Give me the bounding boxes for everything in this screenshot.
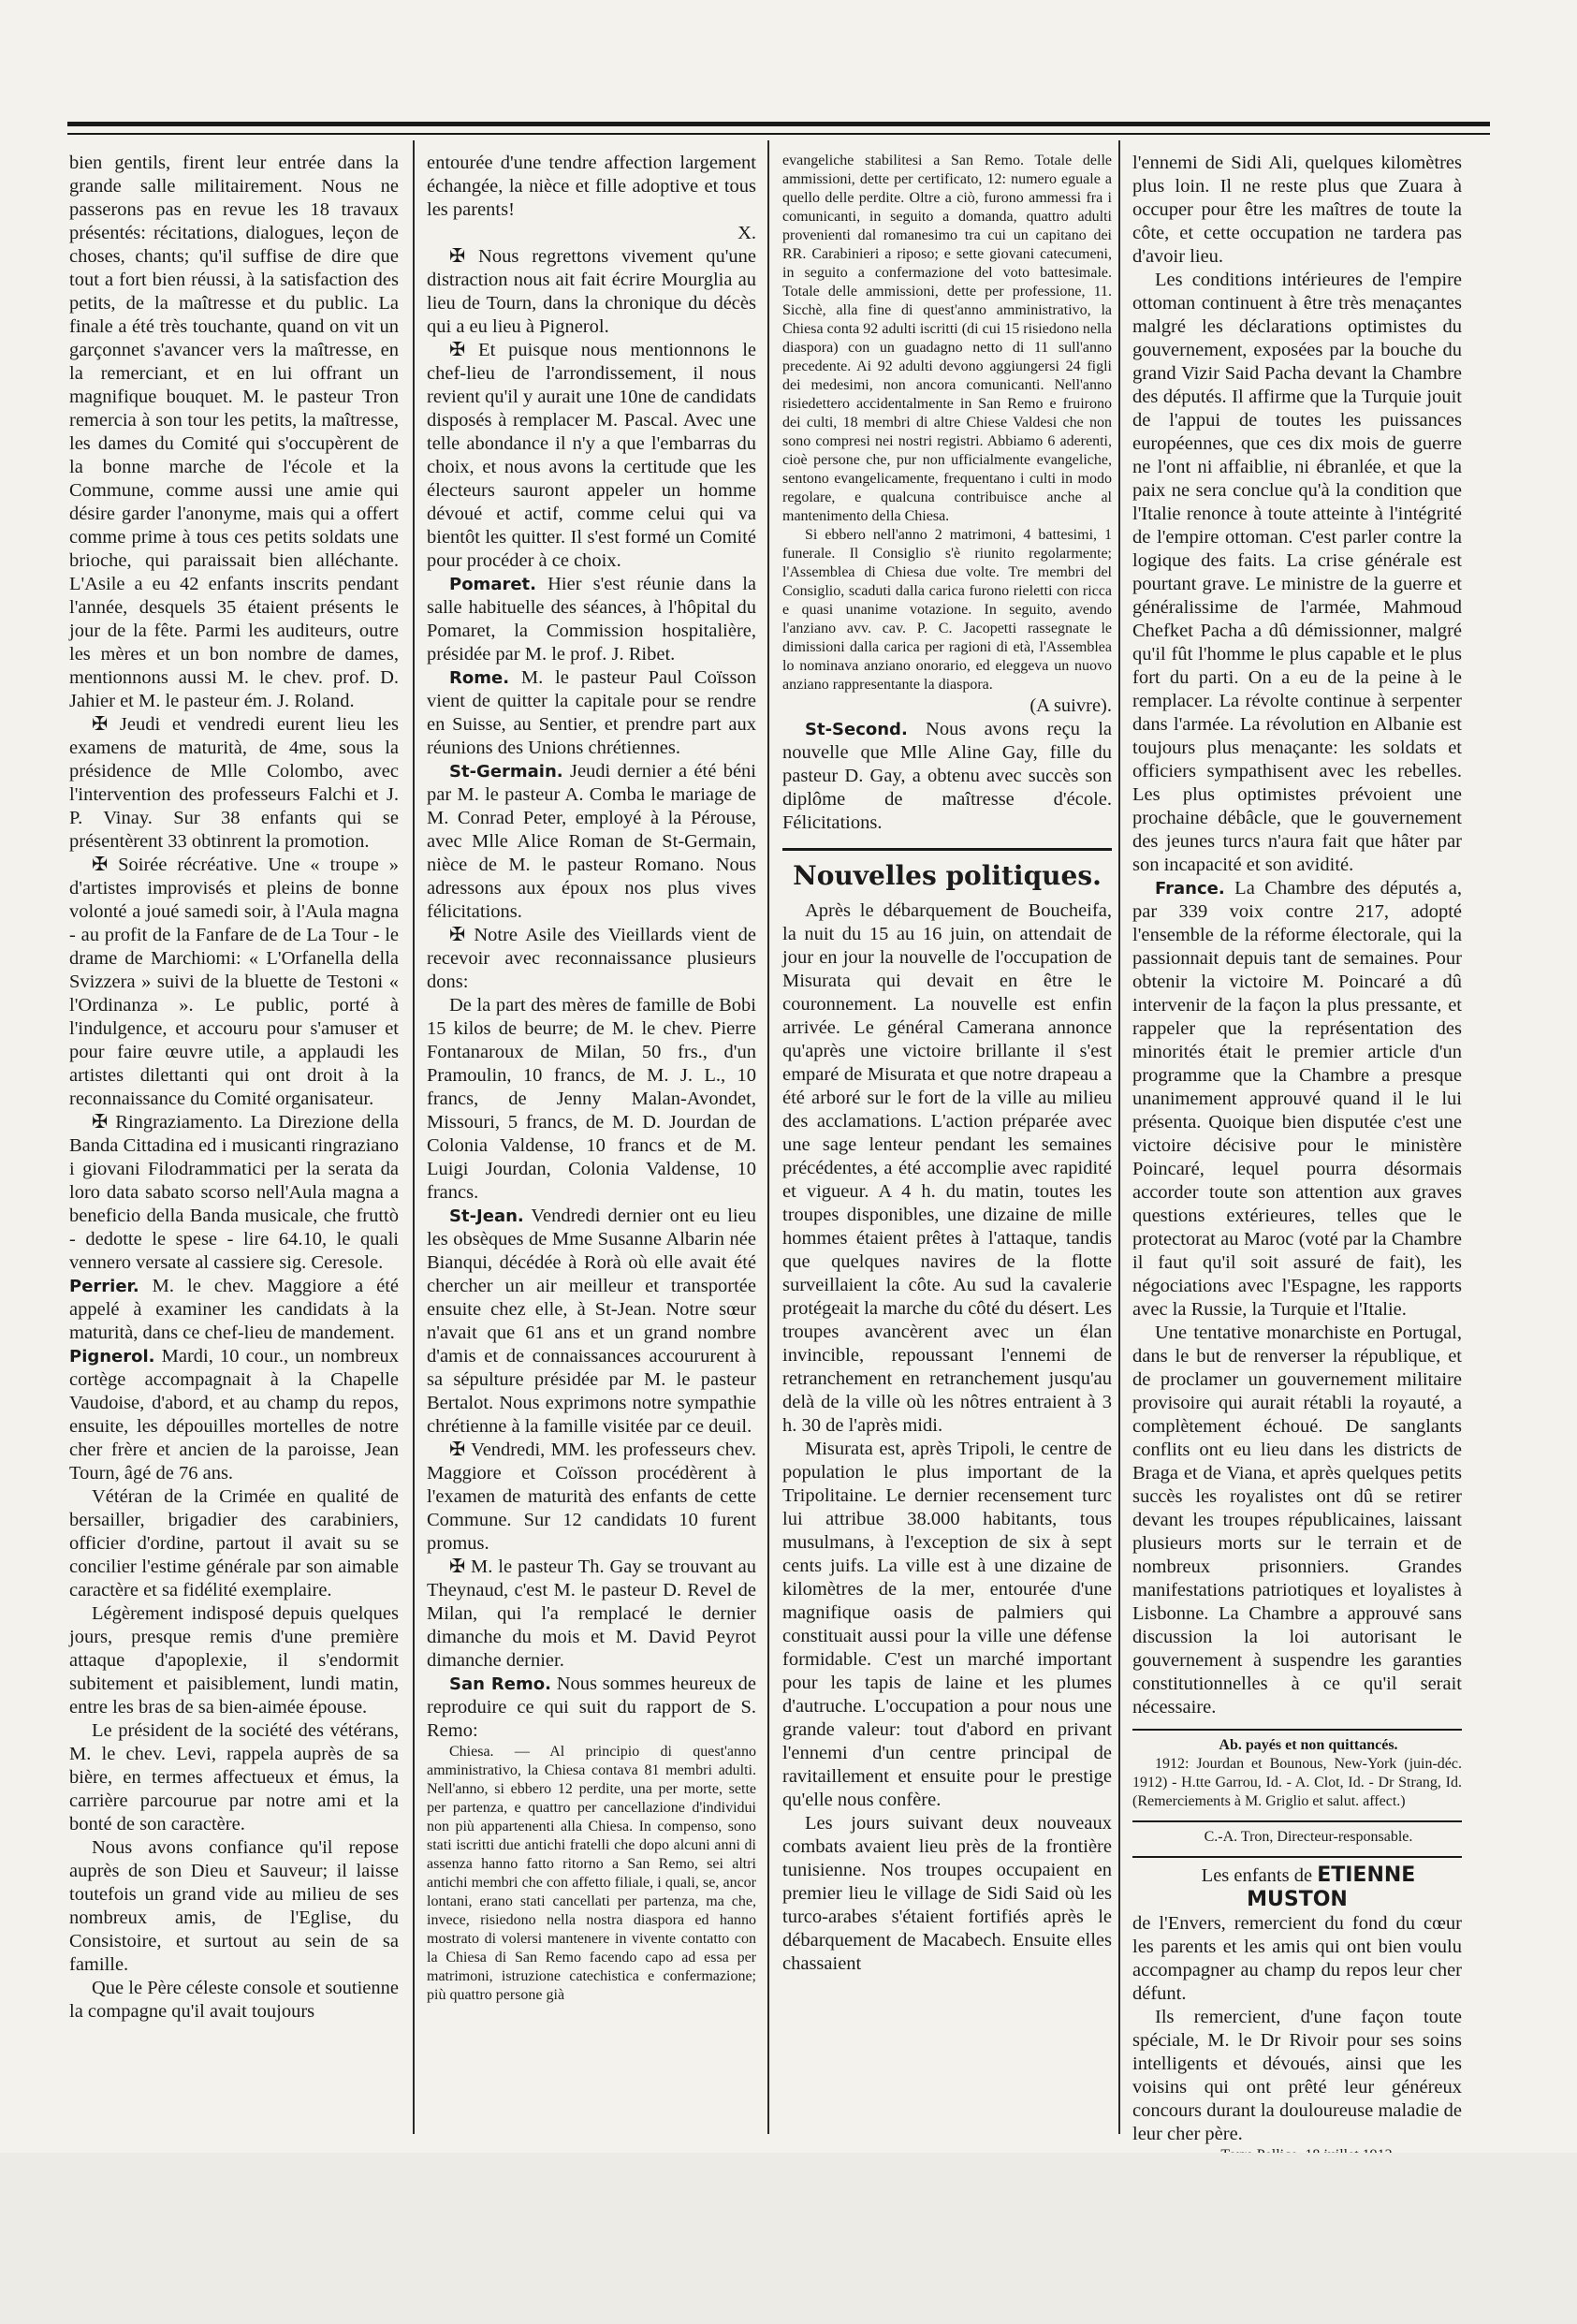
paragraph <box>427 573 756 666</box>
place-heading: Rome. <box>449 668 510 688</box>
paragraph-text: M. le pasteur Paul Coïsson vient de quitter la capitale pour se rendre en Suisse, au Sentier, et prendre part aux réunions des Unions chrétiennes. <box>427 667 756 758</box>
paragraph: ✠ Vendredi, MM. les professeurs chev. Maggiore et Coïsson procédèrent à l'examen de maturità des enfants de cette Commune. Sur 12 candidats 10 furent promus. <box>427 1440 756 1554</box>
paragraph <box>69 1345 399 1485</box>
quoted-report: Chiesa. — Al principio di quest'anno amministrativo, la Chiesa contava 81 membri adulti. Nell'anno, si ebbero 12 perdite, una per morte, sette per partenza, e quattro per cancellazione d'individui non più appartenenti alla Chiesa. In compenso, sono stati iscritti due antichi fratelli che dopo alcuni anni di assenza hanno fatto ritorno a San Remo, sei altri antichi membri che con affetto filiale, i quali, se, ancor lontani, erano stati cancellati per partenza, ma che, invece, risiedono nella nostra diaspora ed hanno mostrato di volersi mantenere in vivente contatto con la Chiesa di San Remo facendo capo ad essa per matrimoni, istruzione catechistica e confermazione; più quattro persone già <box>427 1744 756 2003</box>
paragraph: ✠ Nous regrettons vivement qu'une distraction nous ait fait écrire Mourglia au lieu de Tourn, dans la chronique du décès qui a eu lieu à Pignerol. <box>427 246 756 337</box>
place-heading: Pomaret. <box>449 575 536 594</box>
paragraph-text: Vendredi dernier ont eu lieu les obsèques de Mme Susanne Albarin née Bianqui, décédée à Rorà où elle avait été chercher un air meilleur et transportée ensuite chez elle, à St-Jean. Notre sœur n'avait que 61 ans et un grand nombre d'amis et de connaissances accoururent à sa sépulture présidée par M. le pasteur Bertalot. Nous exprimons notre sympathie chrétienne à la famille visitée par ce deuil. <box>427 1206 756 1437</box>
quoted-report: evangeliche stabilitesi a San Remo. Totale delle ammissioni, dette per certificato, 12: numero eguale a quello delle perdite. Oltre a ciò, furono ammessi fra i comunicanti, in seguito a domanda, quattro adulti provenienti dal romanesimo tra cui un capitano dei RR. Carabinieri a riposo; e sette giovani catecumeni, in seguito a confermazione del voto battesimale. Totale delle ammissioni, dette per professione, 11. Sicchè, alla fine di quest'anno amministrativo, la Chiesa conta 92 adulti iscritti (di cui 15 risiedono nella diaspora) con un guadagno netto di 11 sull'anno precedente. Ai 92 adulti devono aggiungersi 24 figli dei medesimi, non ancora comunicanti. Nell'anno risiedettero accidentalmente in San Remo e fruirono dei culti, 18 membri di altre Chiese Valdesi che non sono compresi nei nostri registri. Abbiamo 6 aderenti, cioè persone che, pur non ufficialmente evangeliche, sentono evangelicamente, frequentano i culti in modo regolare, e qualcuna contribuisce anche al mantenimento della Chiesa. <box>782 153 1112 524</box>
place-heading: St-Jean. <box>449 1206 524 1226</box>
paragraph: De la part des mères de famille de Bobi 15 kilos de beurre; de M. le chev. Pierre Fontanaroux de Milan, 50 frs., d'un Pramoulin, 10 francs, de M. J. L., 10 francs, de Jenny Malan-Avondet, Missouri, 5 francs, de M. D. Jourdan de Colonia Valdense, 10 francs et de M. Luigi Jourdan, Colonia Valdense, 10 francs. <box>427 995 756 1203</box>
notice-paragraph: de l'Envers, remercient du fond du cœur les parents et les amis qui ont bien voulu accompagner au champ du repos leur cher défunt. <box>1132 1913 1462 2004</box>
separator <box>1132 1856 1462 1858</box>
paragraph: Après le débarquement de Boucheifa, la nuit du 15 au 16 juin, on attendait de jour en jour la nouvelle de l'occupation de Misurata qui devait en être le couronnement. La nouvelle est enfin arrivée. Le général Camerana annonce qu'après une victoire brillante il s'est emparé de Misurata et que notre drapeau a été arboré sur le fort de la ville au milieu des acclamations. L'action préparée avec une sage lenteur pendant les semaines précédentes, a été accomplie avec rapidité et vigueur. A 4 h. du matin, toutes les troupes disponibles, une dizaine de mille hommes étaient prêtes à l'attaque, tandis que quelques navires de la flotte surveillaient la côte. Au sud la cavalerie protégeait la marche du côté du désert. Les troupes avancèrent avec un élan invincible, repoussant l'ennemi de retranchement en retranchement jusqu'au delà de la ville où les nôtres entraient à 3 h. 30 de l'après midi. <box>782 900 1112 1436</box>
paragraph: Les conditions intérieures de l'empire ottoman continuent à être très menaçantes malgré les déclarations optimistes du gouvernement, exposées par la bouche du grand Vizir Said Pacha devant la Chambre des députés. Il affirme que la Turquie jouit de l'appui de toutes les puissances européennes, que ces dix mois de guerre ne l'ont ni affaiblie, ni ébranlée, et que la paix ne sera conclue qu'à la condition que l'Italie renonce à toute atteinte à l'intégrité de l'empire ottoman. C'est parler contre la logique des faits. La crise générale est pourtant grave. Le ministre de la guerre et généralissime de l'armée, Mahmoud Chefket Pacha a dû démissionner, malgré qu'il fût l'homme le plus capable et le plus fort du parti. On a eu de la peine à le remplacer. La révolte continue à serpenter dans l'armée. La révolution en Albanie est toujours plus menaçante: les soldats et officiers sympathisent avec les rebelles. Les plus optimistes prévoient une prochaine débâcle, que le gouvernement des jeunes turcs n'aura fait que hâter par son incapacité et son avidité. <box>1132 270 1462 875</box>
top-rule <box>67 122 1490 135</box>
paragraph-text: Mardi, 10 cour., un nombreux cortège accompagnait à la Chapelle Vaudoise, d'abord, et au champ du repos, ensuite, les dépouilles mortelles de notre cher frère et ancien de la paroisse, Jean Tourn, âgé de 76 ans. <box>69 1346 399 1484</box>
notice-heading <box>1132 1864 1462 1912</box>
paragraph: bien gentils, firent leur entrée dans la grande salle militairement. Nous ne passerons pas en revue les 18 travaux présentés: récitations, dialogues, leçon de choses, chants; qu'il suffise de dire que tout a fort bien réussi, à la satisfaction des petits, de la maîtresse et du public. La finale a été très touchante, quand on vit un garçonnet s'avancer vers la maîtresse, en la remerciant, et en lui offrant un magnifique bouquet. M. le pasteur Tron remercia à son tour les petits, la maîtresse, les dames du Comité qui s'occupèrent de la bonne marche de l'école et la Commune, comme aussi une amie qui désire garder l'anonyme, mais qui a offert comme prime à tous ces petits soldats une brioche, qui paraissait bien alléchante. L'Asile a eu 42 enfants inscrits pendant l'année, desquels 35 étaient présents le jour de la fête. Parmi les auditeurs, outre les mères et un bon nombre de dames, mentionnons aussi M. le chev. prof. D. Jahier et M. le pasteur ém. J. Roland. <box>69 153 399 711</box>
column-divider <box>767 140 769 2134</box>
notice-intro: Les enfants de <box>1201 1865 1313 1886</box>
paragraph: Les jours suivant deux nouveaux combats avaient lieu près de la frontière tunisienne. Nos troupes occupaient en premier lieu le village de Sidi Said où les turco-arabes s'étaient fortifiés après le débarquement de Macabech. Ensuite elles chassaient <box>782 1813 1112 1974</box>
separator <box>1132 1820 1462 1822</box>
paragraph <box>1132 877 1462 1322</box>
paragraph-text: La Chambre des députés a, par 339 voix contre 217, adopté l'ensemble de la réforme électorale, qui la passionnait depuis tant de semaines. Pour obtenir la victoire M. Poincaré a dû intervenir de la façon la plus pressante, et rappeler que la représentation des minorités était le premier article d'un programme que la Chambre a presque unanimement approuvé quand il le lui présenta. Quoique bien disputée c'est une victoire décisive pour le ministère Poincaré, lequel pourra désormais accorder toute son attention aux graves questions extérieures, telles que le protectorat au Maroc (voté par la Chambre il faut qu'il soit assuré de fait), les négociations avec l'Espagne, les rapports avec la Russie, la Turquie et l'Italie. <box>1132 878 1462 1320</box>
paragraph: ✠ Ringraziamento. La Direzione della Banda Cittadina ed i musicanti ringraziano i giovani Filodrammatici per la serata da loro data sabato scorso nell'Aula magna a beneficio della Banda musicale, che fruttò - dedotte le spese - lire 64.10, le quali vennero versate al cassiere sig. Ceresole. <box>69 1112 399 1273</box>
paragraph-text: Jeudi dernier a été béni par M. le pasteur A. Comba le mariage de M. Conrad Peter, employé à la Pérouse, avec Mlle Alice Roman de St-Germain, nièce de M. le pasteur Romano. Nous adressons aux époux nos plus vives félicitations. <box>427 761 756 922</box>
place-heading: France. <box>1155 879 1225 899</box>
paragraph: l'ennemi de Sidi Ali, quelques kilomètres plus loin. Il ne reste plus que Zuara à occuper pour être les maîtres de toute la côte, et cette occupation ne tardera pas d'avoir lieu. <box>1132 153 1462 267</box>
to-be-continued: (A suivre). <box>1029 695 1112 716</box>
paragraph: ✠ Jeudi et vendredi eurent lieu les examens de maturità, de 4me, sous la présidence de Mlle Colombo, avec l'intervention des professeurs Falchi et J. P. Vinay. Sur 38 enfants qui se présentèrent 33 obtinrent la promotion. <box>69 714 399 852</box>
paragraph: Misurata est, après Tripoli, le centre de population le plus important de la Tripolitaine. Le dernier recensement turc lui attribue 38.000 habitants, tous musulmans, à l'exception de six à sept cents juifs. La ville est à une dizaine de kilomètres de la mer, entourée d'une magnifique oasis de palmiers qui constituait aussi pour la ville une défense formidable. C'est un marché important pour les tapis de laine et les plumes d'autruche. L'occupation a pour nous une grande valeur: tout d'abord en privant l'ennemi d'un centre principal de ravitaillement et ensuite pour le prestige qu'elle nous confère. <box>782 1439 1112 1810</box>
paragraph: ✠ M. le pasteur Th. Gay se trouvant au Theynaud, c'est M. le pasteur D. Revel de Milan, qui l'a remplacé le dernier dimanche du mois et M. David Peyrot dimanche dernier. <box>427 1557 756 1671</box>
place-heading: San Remo. <box>449 1674 551 1694</box>
column-3 <box>782 152 1112 2136</box>
column-2 <box>427 152 756 2136</box>
paragraph <box>427 1673 756 1743</box>
paragraph: Nous avons confiance qu'il repose auprès de son Dieu et Sauveur; il laisse toutefois un grand vide au milieu de ses nombreux amis, de l'Eglise, du Consistoire, et surtout au sein de sa famille. <box>69 1837 399 1975</box>
paragraph-text: Nous sommes heureux de reproduire ce qui suit du rapport de S. Remo: <box>427 1674 756 1741</box>
editor-line: C.-A. Tron, Directeur-responsable. <box>1204 1829 1413 1845</box>
place-heading: Perrier. <box>69 1277 139 1296</box>
paragraph: ✠ Et puisque nous mentionnons le chef-lieu de l'arrondissement, il nous revient qu'il y aurait une 10ne de candidats disposés à remplacer M. Pascal. Avec une telle abondance il n'y a que l'embarras du choix, et nous avons la certitude que les électeurs sauront appeler un homme dévoué et actif, comme celui qui va bientôt les quitter. Il s'est formé un Comité pour procéder à ce choix. <box>427 340 756 571</box>
paragraph: ✠ Soirée récréative. Une « troupe » d'artistes improvisés et pleins de bonne volonté a joué samedi soir, à l'Aula magna - au profit de la Fanfare de de La Tour - le drame de Marchiomi: « L'Orfanella della Svizzera » suivi de la bluette de Testoni « l'Ordinanza ». Le public, porté à l'indulgence, et accouru pour s'amuser et pour faire œuvre utile, a applaudi les artistes dilettanti qui ont droit à la reconnaissance du Comité organisateur. <box>69 855 399 1109</box>
column-1 <box>69 152 399 2136</box>
column-divider <box>413 140 415 2134</box>
column-4 <box>1132 152 1462 2144</box>
paragraph-text: Nous avons reçu la nouvelle que Mlle Aline Gay, fille du pasteur D. Gay, a obtenu avec succès son diplôme de maîtresse d'école. Félicitations. <box>782 719 1112 833</box>
paragraph <box>427 666 756 760</box>
page-margin-bottom <box>0 2153 1577 2324</box>
notice-paragraph: Ils remercient, d'une façon toute spéciale, M. le Dr Rivoir pour ses soins intelligents et dévoués, ainsi que les voisins qui ont prêté leur généreux concours durant la douloureuse maladie de leur cher père. <box>1132 2007 1462 2144</box>
subscriptions-title: Ab. payés et non quittancés. <box>1219 1737 1398 1753</box>
paragraph: Une tentative monarchiste en Portugal, dans le but de renverser la république, et de proclamer un gouvernement militaire provisoire qui aurait rétabli la royauté, a complètement échoué. De sanglants conflits ont eu lieu dans les districts de Braga et de Viana, et après quelques petits succès les royalistes ont dû se retirer devant les troupes républicaines, laissant plusieurs morts sur le terrain et de nombreux prisonniers. Grandes manifestations patriotiques et loyalistes à Lisbonne. La Chambre a approuvé sans discussion la loi autorisant le gouvernement à suspendre les garanties constitutionnelles à ce qu'il serait nécessaire. <box>1132 1323 1462 1717</box>
paragraph <box>427 1205 756 1439</box>
quoted-report: Si ebbero nell'anno 2 matrimoni, 4 battesimi, 1 funerale. Il Consiglio s'è riunito regolarmente; l'Assemblea di Chiesa due volte. Tre membri del Consiglio, scaduti dalla carica furono rieletti con ricca e quasi unanime votazione. In seguito, avendo l'anziano avv. cav. P. C. Jacopetti rassegnate le dimissioni dalla carica per ragioni di età, l'Assemblea lo nominava anziano onorario, ed eleggeva un nuovo anziano rappresentante la diaspora. <box>782 527 1112 693</box>
paragraph: entourée d'une tendre affection largement échangée, la nièce et fille adoptive et tous les parents! <box>427 153 756 220</box>
paragraph <box>69 1275 399 1345</box>
paragraph: Vétéran de la Crimée en qualité de bersailler, brigadier des carabiniers, officier d'ordine, partout il avait su se concilier l'estime générale par son aimable caractère et sa fidélité exemplaire. <box>69 1486 399 1600</box>
paragraph <box>782 718 1112 835</box>
paragraph <box>427 760 756 924</box>
place-heading: Pignerol. <box>69 1347 155 1367</box>
notice-name: ETIENNE MUSTON <box>1247 1864 1416 1911</box>
paragraph: Légèrement indisposé depuis quelques jours, presque remis d'une première attaque d'apoplexie, il s'endormit subitement et paisiblement, lundi matin, entre les bras de sa bien-aimée épouse. <box>69 1603 399 1717</box>
section-title: Nouvelles politiques. <box>782 848 1112 892</box>
paragraph: Que le Père céleste console et soutienne la compagne qu'il avait toujours <box>69 1978 399 2022</box>
place-heading: St-Germain. <box>449 762 563 782</box>
place-heading: St-Second. <box>805 720 908 739</box>
paragraph-text: Hier s'est réunie dans la salle habituelle des séances, à l'hôpital du Pomaret, la Commission hospitalière, présidée par M. le prof. J. Ribet. <box>427 574 756 665</box>
paragraph: Le président de la société des vétérans, M. le chev. Levi, rappela auprès de sa bière, en termes affectueux et émus, la carrière parcourue par notre ami et la bonté de son caractère. <box>69 1720 399 1834</box>
paragraph-text: M. le chev. Maggiore a été appelé à examiner les candidats à la maturità, dans ce chef-lieu de mandement. <box>69 1276 399 1343</box>
separator <box>1132 1729 1462 1731</box>
paragraph: ✠ Notre Asile des Vieillards vient de recevoir avec reconnaissance plusieurs dons: <box>427 925 756 992</box>
column-divider <box>1118 140 1120 2134</box>
subscriptions-list: 1912: Jourdan et Bounous, New-York (juin-déc. 1912) - H.tte Garrou, Id. - A. Clot, Id. - Dr Strang, Id. (Remerciements à M. Griglio et salut. affect.) <box>1132 1756 1462 1809</box>
signature: X. <box>737 223 756 243</box>
